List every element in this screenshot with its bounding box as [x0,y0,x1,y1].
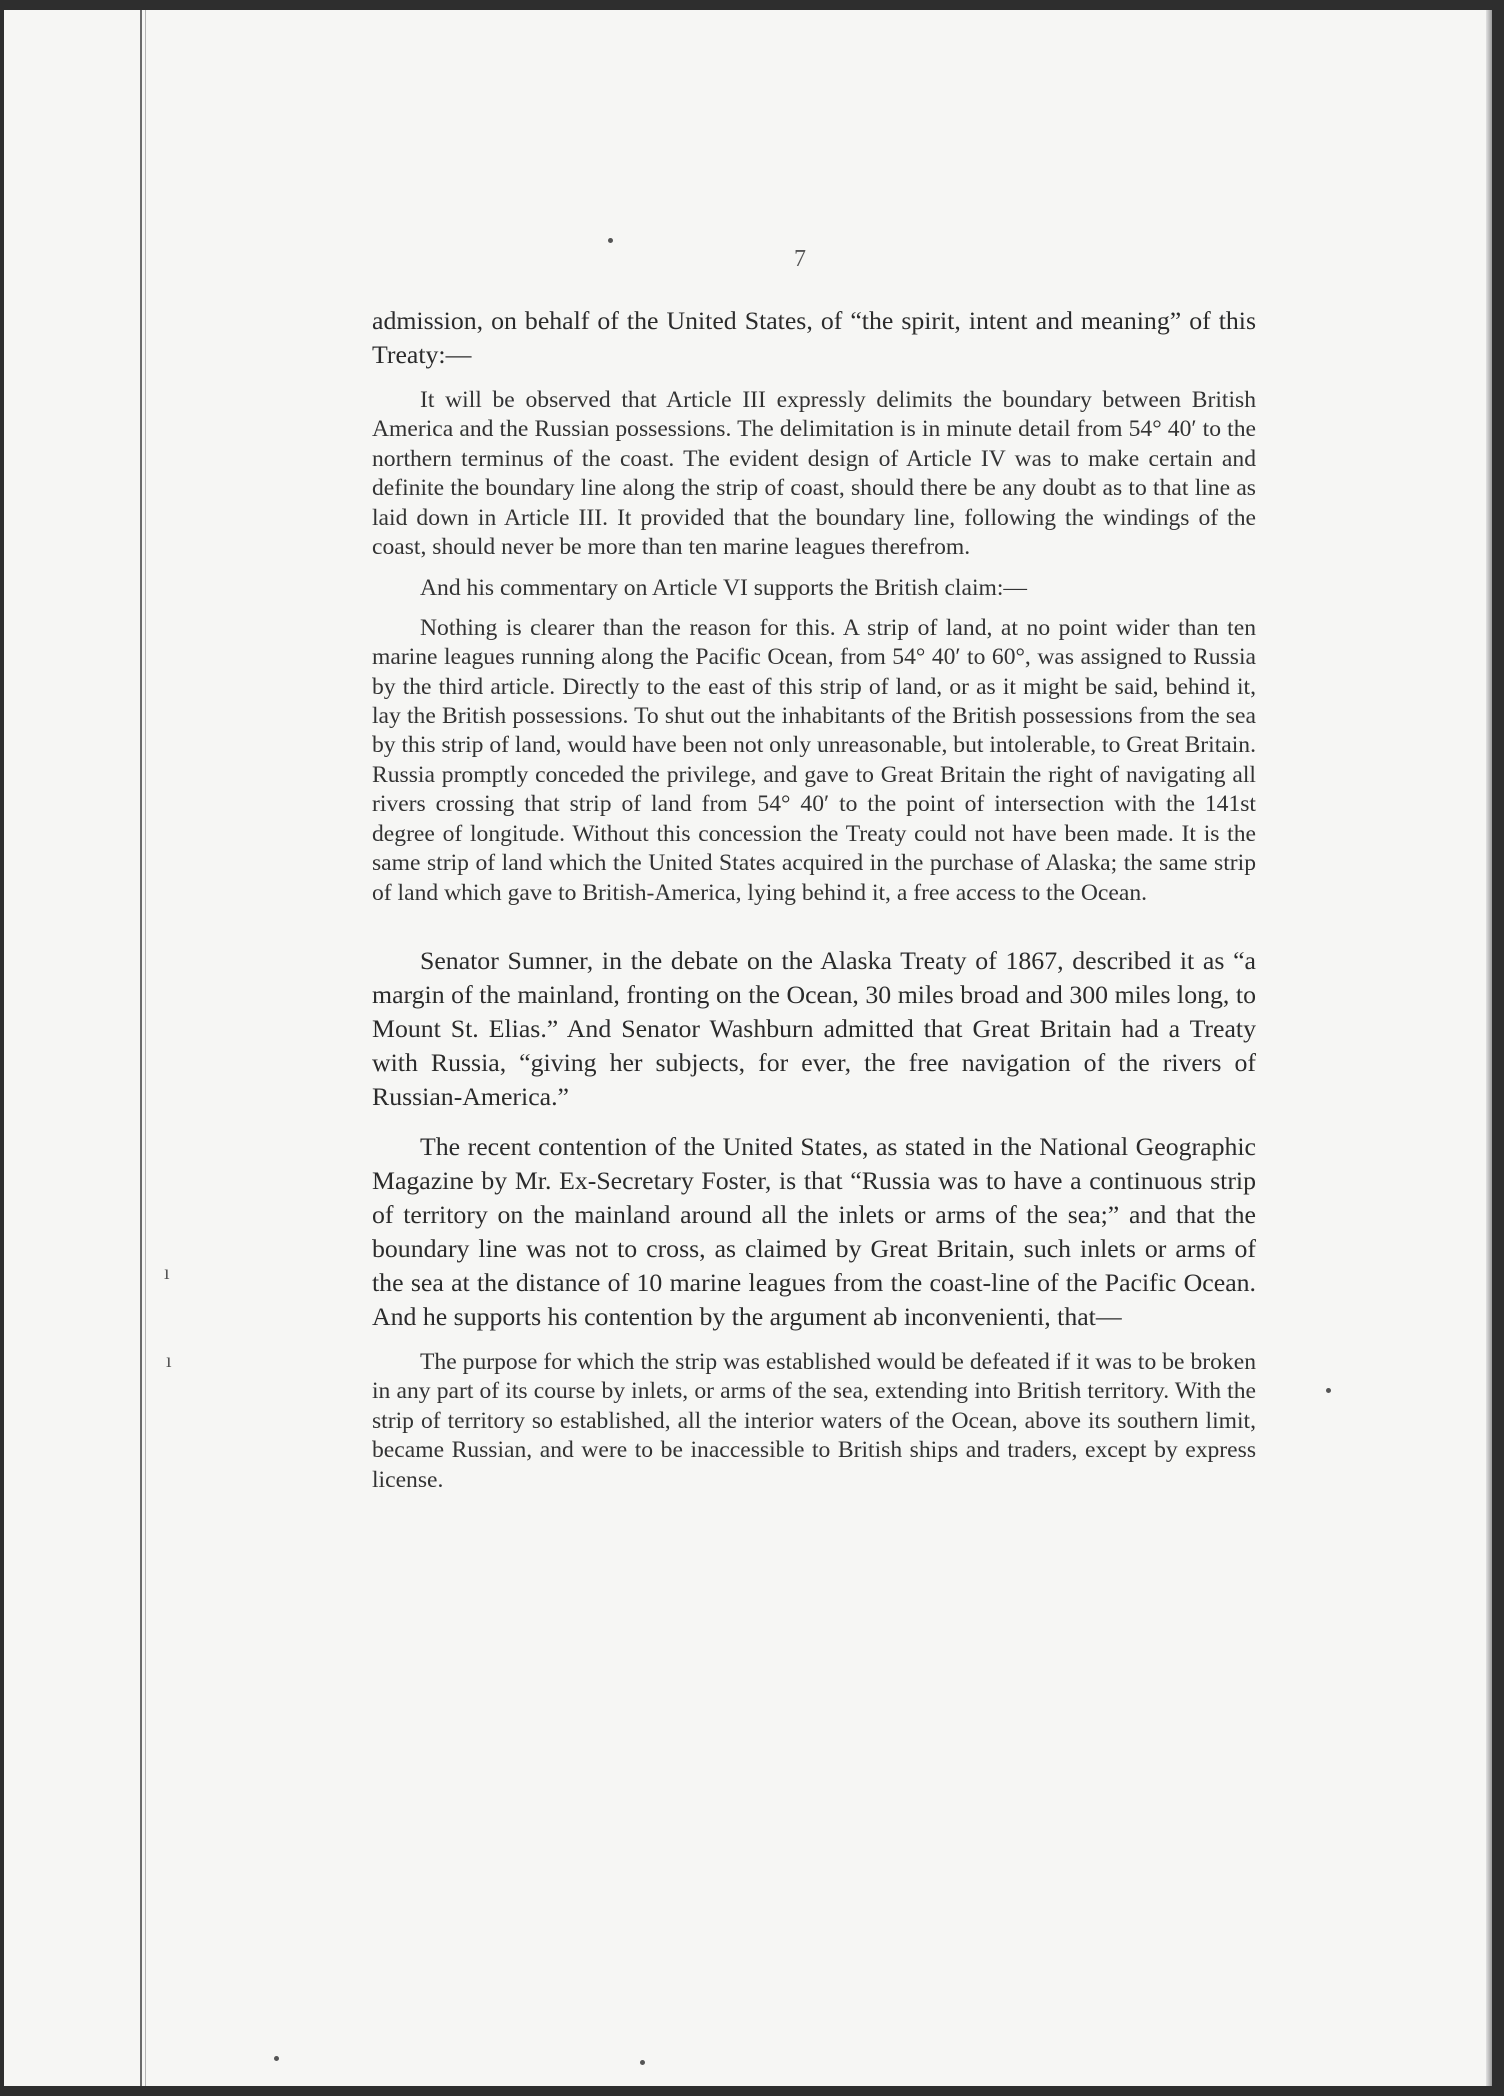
speck [640,2060,645,2065]
lead-in-line: And his commentary on Article VI supports the British claim:— [420,575,1028,602]
binding-fold [140,10,142,2086]
speck [274,2056,279,2061]
text-column [372,304,1256,1495]
binding-fold-shadow [145,10,146,2086]
margin-mark: ı [166,1350,172,1372]
paragraph-continuation: admission, on behalf of the United States, of “the spirit, intent and meaning” of this Treaty:— [372,306,1256,369]
paragraph-foster: The recent contention of the United States, as stated in the National Geographic Magazine by Mr. Ex-Secretary Foster, is that “Russia was to have a continuous strip of territory on the mainland around all the inlets or arms of the sea;” and that the boundary line was not to cross, as claimed by Great Britain, such inlets or arms of the sea at the distance of 10 marine leagues from the coast-line of the Pacific Ocean. And he supports his contention by the argument ab inconvenienti, that— [372,1131,1256,1331]
paragraph-sumner: Senator Sumner, in the debate on the Alaska Treaty of 1867, described it as “a margin of the mainland, fronting on the Ocean, 30 miles broad and 300 miles long, to Mount St. Elias.” And Senator Washburn admitted that Great Britain had a Treaty with Russia, “giving her subjects, for ever, the free navigation of the rivers of Russian-America.” [372,945,1256,1111]
block-quote-article-vi: Nothing is clearer than the reason for this. A strip of land, at no point wider than ten marine leagues running along the Pacific Ocean, from 54° 40′ to 60°, was assigned to Russia by the third article. Directly to the east of this strip of land, or as it might be said, behind it, lay the British possessions. To shut out the inhabitants of the British possessions from the sea by this strip of land, would have been not only unreasonable, but intolerable, to Great Britain. Russia promptly conceded the privilege, and gave to Great Britain the right of navigating all rivers crossing that strip of land from 54° 40′ to the point of intersection with the 141st degree of longitude. Without this concession the Treaty could not have been made. It is the same strip of land which the United States acquired in the purchase of Alaska; the same strip of land which gave to British-America, lying behind it, a free access to the Ocean. [372,614,1256,906]
document-page [4,10,1492,2086]
speck [1326,1388,1331,1393]
speck [608,238,613,243]
page-edge [1486,10,1492,2086]
block-quote-foster: The purpose for which the strip was established would be defeated if it was to be broken in any part of its course by inlets, or arms of the sea, extending into British territory. With the strip of territory so established, all the interior waters of the Ocean, above its southern limit, became Russian, and were to be inaccessible to British ships and traders, except by express license. [372,1348,1256,1493]
margin-mark: ı [164,1262,170,1284]
block-quote-article-iii: It will be observed that Article III expressly delimits the boundary between British America and the Russian possessions. The delimitation is in minute detail from 54° 40′ to the northern terminus of the coast. The evident design of Article IV was to make certain and definite the boundary line along the strip of coast, should there be any doubt as to that line as laid down in Article III. It provided that the boundary line, following the windings of the coast, should never be more than ten marine leagues therefrom. [372,387,1256,561]
page-number: 7 [794,246,806,272]
